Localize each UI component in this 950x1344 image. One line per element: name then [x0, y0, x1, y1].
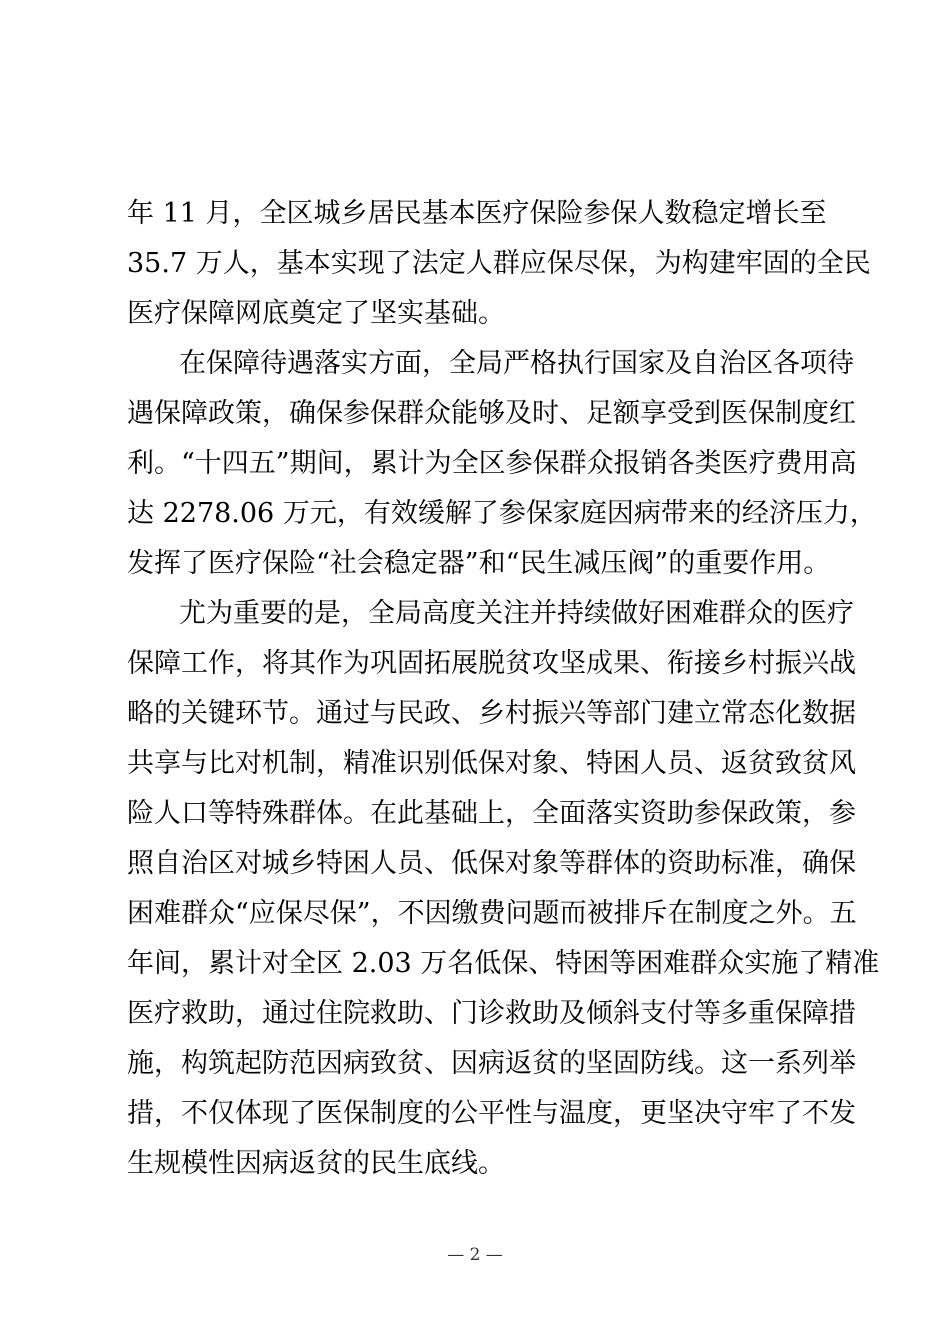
text-line-9: 尤为重要的是，全局高度关注并持续做好困难群众的医疗	[179, 598, 854, 629]
text-line-16: 年间，累计对全区 2.03 万名低保、特困等困难群众实施了精准	[127, 948, 880, 979]
text-line-15: 困难群众“应保尽保”，不因缴费问题而被排斥在制度之外。五	[127, 898, 857, 929]
text-line-13: 险人口等特殊群体。在此基础上，全面落实资助参保政策，参	[127, 798, 856, 829]
text-line-1: 年 11 月，全区城乡居民基本医疗保险参保人数稳定增长至	[127, 198, 827, 229]
text-line-4: 在保障待遇落实方面，全局严格执行国家及自治区各项待	[179, 348, 854, 379]
text-line-18: 施，构筑起防范因病致贫、因病返贫的坚固防线。这一系列举	[127, 1048, 856, 1079]
text-line-19: 措，不仅体现了医保制度的公平性与温度，更坚决守牢了不发	[127, 1098, 856, 1129]
text-line-5: 遇保障政策，确保参保群众能够及时、足额享受到医保制度红	[127, 398, 856, 429]
text-line-10: 保障工作，将其作为巩固拓展脱贫攻坚成果、衔接乡村振兴战	[127, 648, 856, 679]
text-line-11: 略的关键环节。通过与民政、乡村振兴等部门建立常态化数据	[127, 698, 856, 729]
text-line-8: 发挥了医疗保险“社会稳定器”和“民生减压阀”的重要作用。	[127, 548, 831, 579]
text-line-17: 医疗救助，通过住院救助、门诊救助及倾斜支付等多重保障措	[127, 998, 856, 1029]
text-line-2: 35.7 万人，基本实现了法定人群应保尽保，为构建牢固的全民	[127, 248, 871, 279]
text-line-7: 达 2278.06 万元，有效缓解了参保家庭因病带来的经济压力，	[127, 498, 877, 529]
text-line-20: 生规模性因病返贫的民生底线。	[127, 1148, 505, 1179]
page-number: — 2 —	[447, 1245, 503, 1265]
text-line-3: 医疗保障网底奠定了坚实基础。	[127, 298, 505, 329]
text-line-12: 共享与比对机制，精准识别低保对象、特困人员、返贫致贫风	[127, 748, 856, 779]
text-line-14: 照自治区对城乡特困人员、低保对象等群体的资助标准，确保	[127, 848, 856, 879]
text-line-6: 利。“十四五”期间，累计为全区参保群众报销各类医疗费用高	[127, 448, 857, 479]
